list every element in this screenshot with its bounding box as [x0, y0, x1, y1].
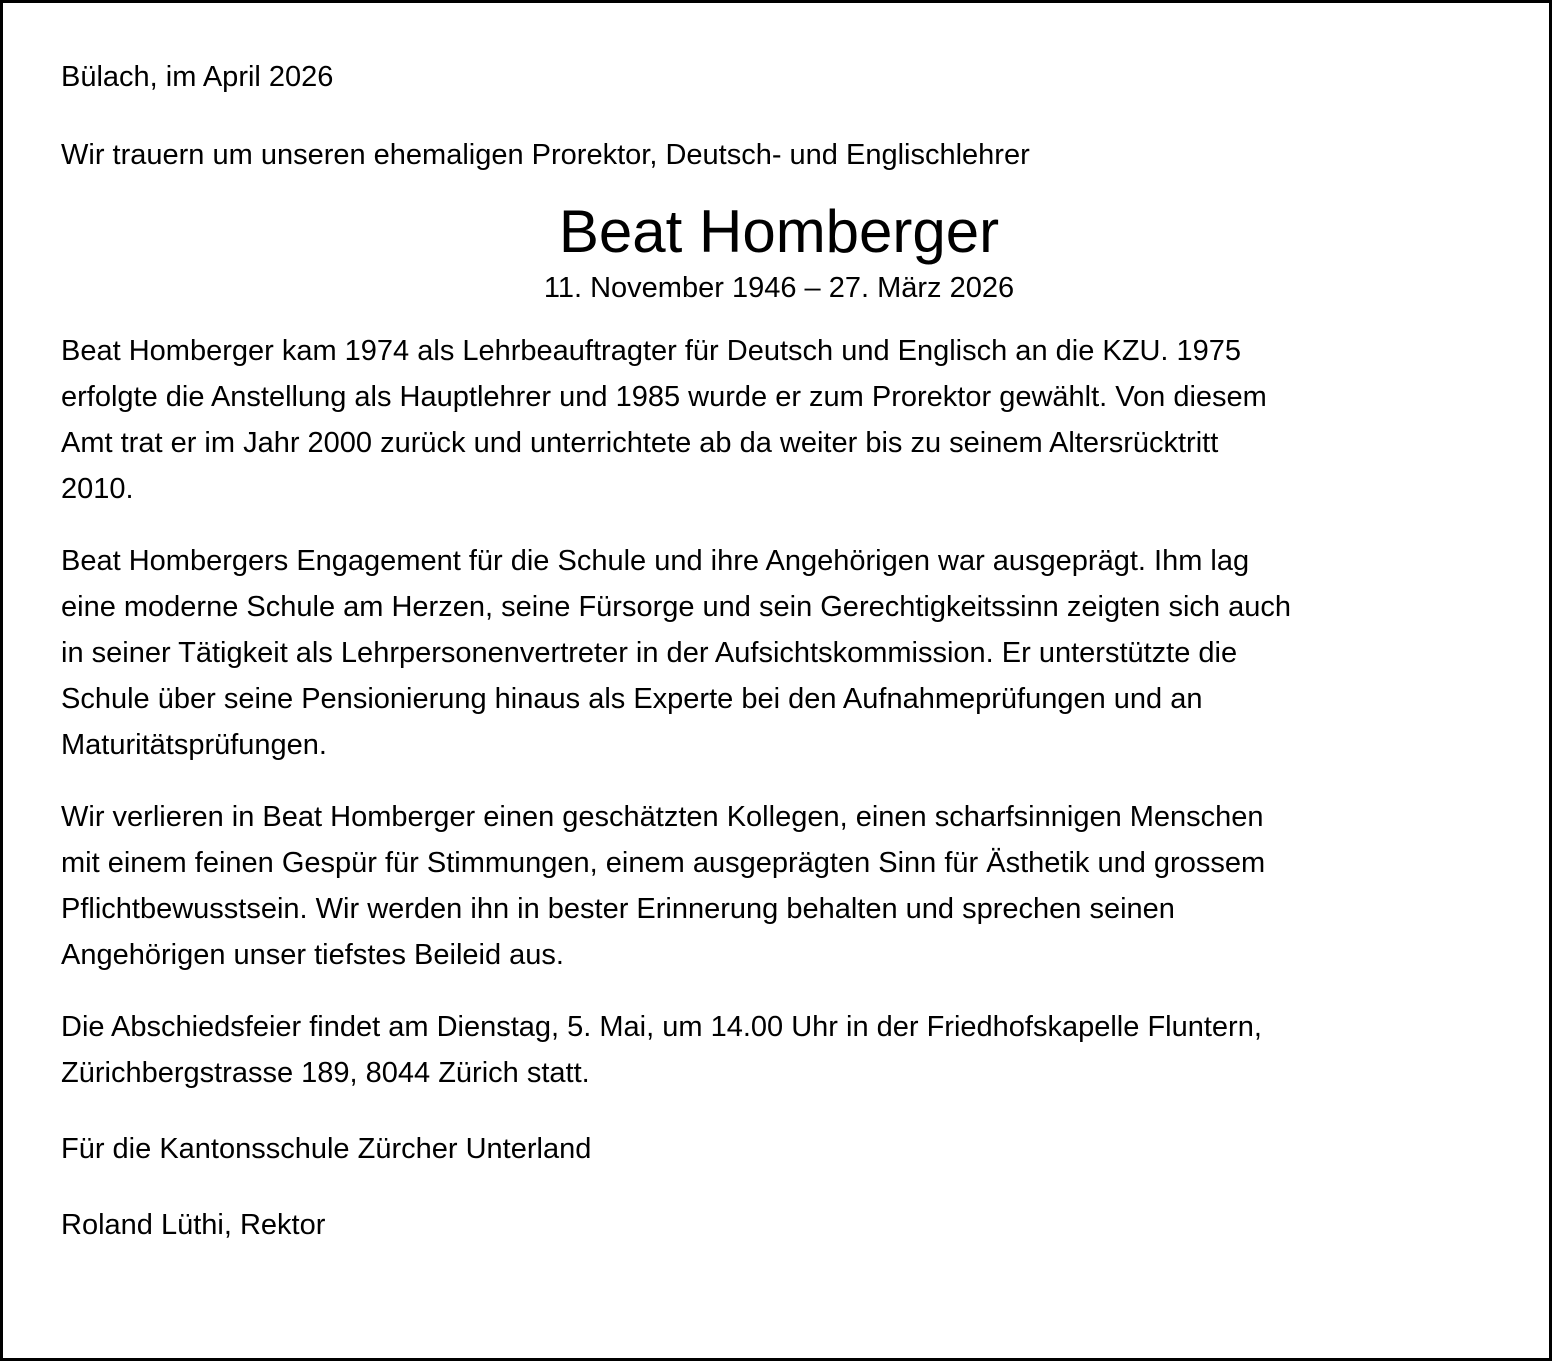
intro-line: Wir trauern um unseren ehemaligen Prorektor, Deutsch- und Englischlehrer — [61, 139, 1030, 171]
spacer — [61, 512, 1511, 538]
spacer — [61, 1096, 1511, 1127]
spacer — [61, 178, 1511, 196]
deceased-name: Beat Homberger — [558, 198, 1000, 265]
paragraph-tribute: Wir verlieren in Beat Homberger einen geschätzten Kollegen, einen scharfsinnigen Menschen mit einem feinen Gespür für Stimmungen, einem ausgeprägten Sinn für Ästhetik und grossem Pflichtbewusstsein. Wir werden ihn in bester Erinnerung behalten und sprechen seinen Angehörigen unser tiefstes Beileid aus. — [61, 801, 1266, 971]
life-dates: 11. November 1946 – 27. März 2026 — [543, 272, 1015, 304]
spacer — [61, 768, 1511, 794]
spacer — [61, 978, 1511, 1004]
signature: Roland Lüthi, Rektor — [61, 1209, 326, 1241]
paragraph-ceremony: Die Abschiedsfeier findet am Dienstag, 5. Mai, um 14.00 Uhr in der Friedhofskapelle Fluntern, Zürichbergstrasse 189, 8044 Zürich statt. — [61, 1011, 1262, 1089]
spacer — [61, 308, 1511, 328]
place-date: Bülach, im April 2026 — [61, 61, 334, 93]
signoff: Für die Kantonsschule Zürcher Unterland — [61, 1133, 592, 1165]
paragraph-career: Beat Homberger kam 1974 als Lehrbeauftragter für Deutsch und Englisch an die KZU. 1975 erfolgte die Anstellung als Hauptlehrer und 1985 wurde er zum Prorektor gewählt. Von diesem Amt trat er im Jahr 2000 zurück und unterrichtete ab da weiter bis zu seinem Altersrücktritt 2010. — [61, 335, 1267, 505]
paragraph-engagement: Beat Hombergers Engagement für die Schule und ihre Angehörigen war ausgeprägt. Ihm lag eine moderne Schule am Herzen, seine Fürsorge und sein Gerechtigkeitssinn zeigten sich auch in seiner Tätigkeit als Lehrpersonenvertreter in der Aufsichtskommission. Er unterstützte die Schule über seine Pensionierung hinaus als Experte bei den Aufnahmeprüfungen und an Maturitätsprüfungen. — [61, 545, 1291, 761]
spacer — [61, 1172, 1511, 1203]
notice-content — [61, 55, 1511, 1248]
spacer — [61, 100, 1511, 133]
